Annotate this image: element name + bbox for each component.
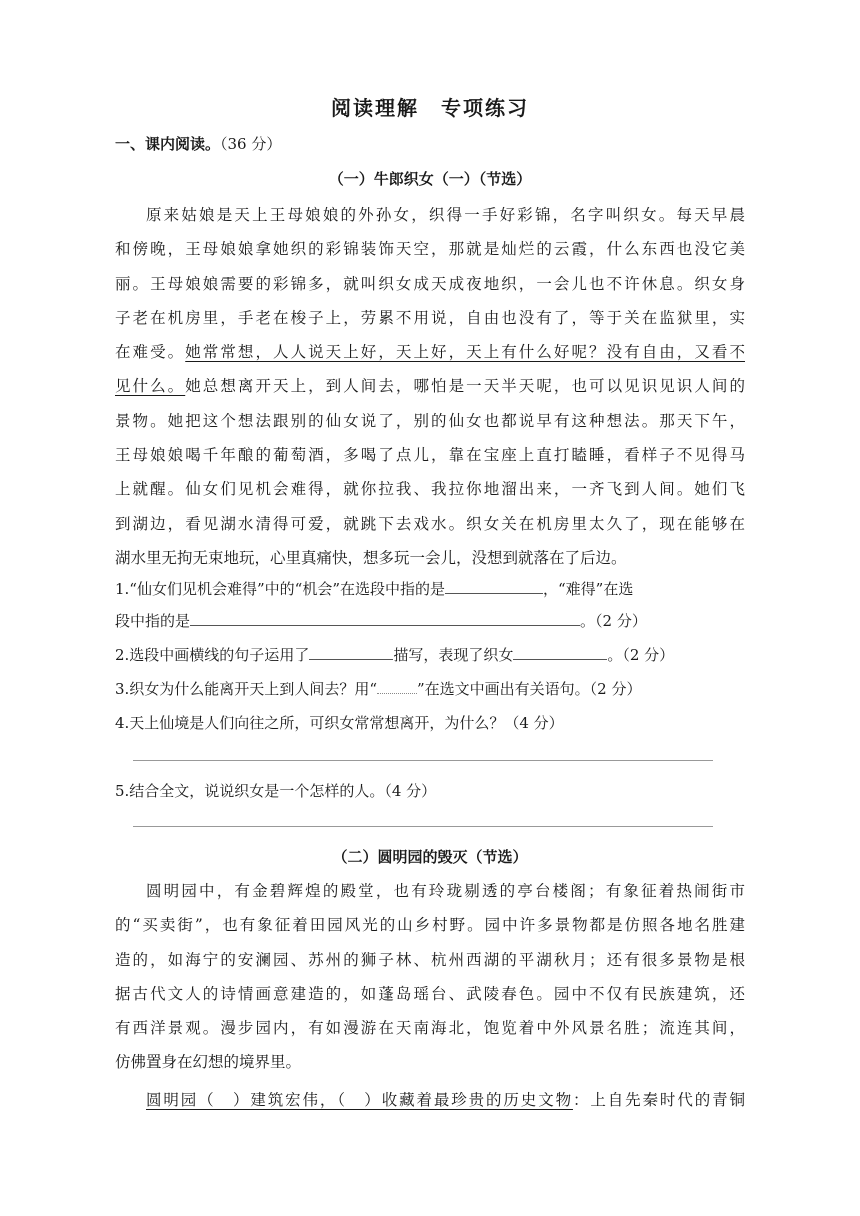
answer-line[interactable] [133, 826, 713, 827]
passage2-body [115, 874, 745, 1117]
question-5: 5.结合全文，说说织女是一个怎样的人。（4 分） [115, 782, 437, 800]
question-text: ，“难得”在选 [543, 580, 634, 598]
passage1-body [115, 198, 745, 575]
passage-text: ：上自先秦时代的青铜 [572, 1090, 745, 1109]
passage-line: 丽。王母娘娘需要的彩锦多，就叫织女成天成夜地织，一会儿也不许休息。织女身 [115, 274, 745, 293]
answer-blank[interactable] [309, 645, 393, 660]
underlined-sentence-end: 见什么。 [115, 377, 186, 396]
question-3 [115, 678, 755, 699]
question-text: ”在选文中画出有关语句。（2 分） [416, 680, 642, 698]
passage-line: 仿佛置身在幻想的境界里。 [115, 1053, 302, 1072]
question-1 [115, 578, 755, 599]
underlined-sentence: 圆明园（ ）建筑宏伟，（ ）收藏着最珍贵的历史文物 [146, 1090, 573, 1109]
passage-line: 原来姑娘是天上王母娘娘的外孙女，织得一手好彩锦，名字叫织女。每天早晨 [146, 206, 745, 224]
passage-line: 子老在机房里，手老在梭子上，劳累不用说，自由也没有了，等于关在监狱里，实 [115, 308, 745, 327]
answer-blank[interactable] [445, 579, 543, 594]
question-2 [115, 644, 755, 665]
answer-blank[interactable] [190, 611, 580, 626]
underlined-sentence: 她常常想，人人说天上好，天上好，天上有什么好呢？没有自由，又看不 [185, 343, 745, 362]
question-text: 1.“仙女们见机会难得”中的“机会”在选段中指的是 [115, 580, 445, 598]
passage-line: 和傍晚，王母娘娘拿她织的彩锦装饰天空，那就是灿烂的云霞，什么东西也没它美 [115, 240, 745, 259]
answer-line[interactable] [133, 760, 713, 761]
section-score: （36 分） [220, 135, 282, 153]
question-text: 。（2 分） [580, 612, 647, 630]
passage-line: 的“买卖街”，也有象征着田园风光的山乡村野。园中许多景物都是仿照各地名胜建 [115, 916, 745, 935]
page-title: 阅读理解 专项练习 [331, 96, 529, 120]
passage-line [115, 1083, 745, 1117]
passage-line [115, 335, 745, 369]
passage-line: 湖水里无拘无束地玩，心里真痛快，想多玩一会儿，没想到就落在了后边。 [115, 548, 627, 567]
passage-line: 景物。她把这个想法跟别的仙女说了，别的仙女也都说早有这种想法。那天下午， [115, 411, 745, 430]
wavy-line-icon [377, 683, 417, 694]
passage-line: 据古代文人的诗情画意建造的，如蓬岛瑶台、武陵春色。园中不仅有民族建筑，还 [115, 984, 745, 1003]
section-heading [115, 133, 281, 154]
passage1-heading: （一）牛郎织女（一）（节选） [328, 170, 532, 188]
question-text: 3.织女为什么能离开天上到人间去？用“ [115, 680, 377, 698]
passage-line: 王母娘娘喝千年酿的葡萄酒，多喝了点儿，靠在宝座上直打瞌睡，看样子不见得马 [115, 446, 745, 465]
passage-line: 到湖边，看见湖水清得可爱，就跳下去戏水。织女关在机房里太久了，现在能够在 [115, 514, 745, 533]
question-text: 2.选段中画横线的句子运用了 [115, 646, 310, 664]
passage-line: 圆明园中，有金碧辉煌的殿堂，也有玲珑剔透的亭台楼阁；有象征着热闹街市 [146, 882, 745, 900]
section-label: 一、课内阅读。 [115, 135, 221, 153]
passage-text: 她总想离开天上，到人间去，哪怕是一天半天呢，也可以见识见识人间的 [185, 377, 745, 396]
question-text: 段中指的是 [115, 612, 191, 630]
passage-line [115, 369, 745, 403]
passage-line: 上就醒。仙女们见机会难得，就你拉我、我拉你地溜出来，一齐飞到人间。她们飞 [115, 480, 745, 499]
question-text: 。（2 分） [607, 646, 675, 664]
question-text: 描写，表现了织女 [393, 646, 514, 664]
answer-blank[interactable] [513, 645, 607, 660]
passage-line: 造的，如海宁的安澜园、苏州的狮子林、杭州西湖的平湖秋月；还有很多景物是根 [115, 950, 745, 969]
passage-line: 有西洋景观。漫步园内，有如漫游在天南海北，饱览着中外风景名胜；流连其间， [115, 1019, 745, 1038]
question-1-cont [115, 610, 755, 631]
question-4: 4.天上仙境是人们向往之所，可织女常常想离开，为什么？（4 分） [115, 714, 564, 732]
passage2-heading: （二）圆明园的毁灭（节选） [332, 848, 528, 866]
passage-text: 在难受。 [115, 343, 186, 362]
